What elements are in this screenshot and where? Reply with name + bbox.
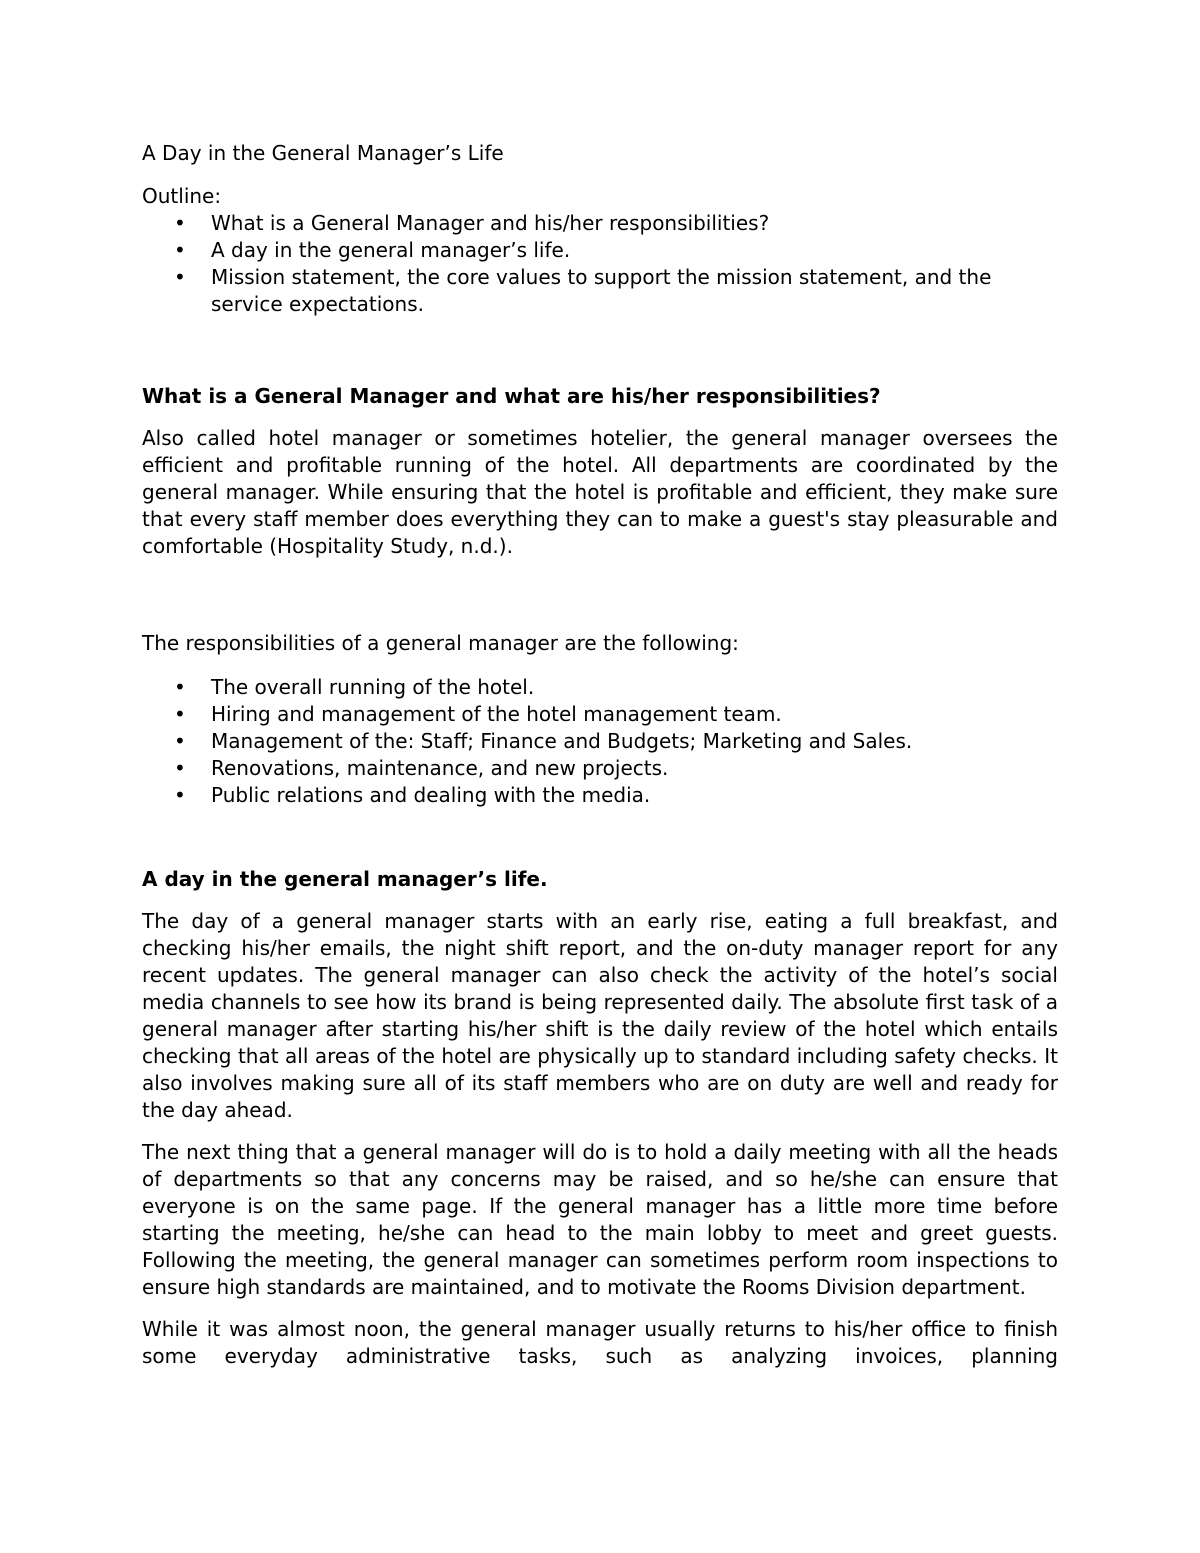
outline-label: Outline: <box>142 184 222 208</box>
responsibility-text: Renovations, maintenance, and new projects. <box>211 756 669 780</box>
bullet-icon: • <box>174 211 186 235</box>
list-item <box>142 674 1058 701</box>
responsibilities-list <box>142 674 1058 809</box>
responsibilities-intro: The responsibilities of a general manager are the following: <box>142 631 739 655</box>
list-item <box>142 728 1058 755</box>
document-page <box>142 140 1058 1370</box>
bullet-icon: • <box>174 783 186 807</box>
responsibility-text: The overall running of the hotel. <box>211 675 535 699</box>
outline-list <box>142 210 1058 318</box>
body-paragraph: While it was almost noon, the general manager usually returns to his/her office to finish some everyday administrative tasks, such as analyzing invoices, planning <box>142 1317 1058 1368</box>
responsibility-text: Management of the: Staff; Finance and Budgets; Marketing and Sales. <box>211 729 913 753</box>
responsibility-text: Public relations and dealing with the media. <box>211 783 651 807</box>
outline-item-text: A day in the general manager’s life. <box>211 238 571 262</box>
body-paragraph: The day of a general manager starts with an early rise, eating a full breakfast, and checking his/her emails, the night shift report, and the on-duty manager report for any recent updates. The general manager can also check the activity of the hotel’s social media channels to see how its brand is being represented daily. The absolute first task of a general manager after starting his/her shift is the daily review of the hotel which entails checking that all areas of the hotel are physically up to standard including safety checks. It also involves making sure all of its staff members who are on duty are well and ready for the day ahead. <box>142 909 1058 1122</box>
outline-item-text: Mission statement, the core values to support the mission statement, and the service expectations. <box>211 265 992 316</box>
list-item <box>142 782 1058 809</box>
list-item <box>142 237 1058 264</box>
section-heading: A day in the general manager’s life. <box>142 867 548 891</box>
body-paragraph: The next thing that a general manager will do is to hold a daily meeting with all the heads of departments so that any concerns may be raised, and so he/she can ensure that everyone is on the same page. If the general manager has a little more time before starting the meeting, he/she can head to the main lobby to meet and greet guests. Following the meeting, the general manager can sometimes perform room inspections to ensure high standards are maintained, and to motivate the Rooms Division department. <box>142 1140 1058 1299</box>
bullet-icon: • <box>174 729 186 753</box>
body-paragraph: Also called hotel manager or sometimes hotelier, the general manager oversees the efficient and profitable running of the hotel. All departments are coordinated by the general manager. While ensuring that the hotel is profitable and efficient, they make sure that every staff member does everything they can to make a guest's stay pleasurable and comfortable (Hospitality Study, n.d.). <box>142 426 1058 558</box>
list-item <box>142 755 1058 782</box>
section-heading: What is a General Manager and what are his/her responsibilities? <box>142 384 881 408</box>
bullet-icon: • <box>174 756 186 780</box>
document-title: A Day in the General Manager’s Life <box>142 141 504 165</box>
outline-item-text: What is a General Manager and his/her responsibilities? <box>211 211 770 235</box>
bullet-icon: • <box>174 675 186 699</box>
list-item <box>142 210 1058 237</box>
list-item <box>142 264 1058 318</box>
responsibility-text: Hiring and management of the hotel management team. <box>211 702 782 726</box>
bullet-icon: • <box>174 265 186 289</box>
bullet-icon: • <box>174 238 186 262</box>
bullet-icon: • <box>174 702 186 726</box>
list-item <box>142 701 1058 728</box>
